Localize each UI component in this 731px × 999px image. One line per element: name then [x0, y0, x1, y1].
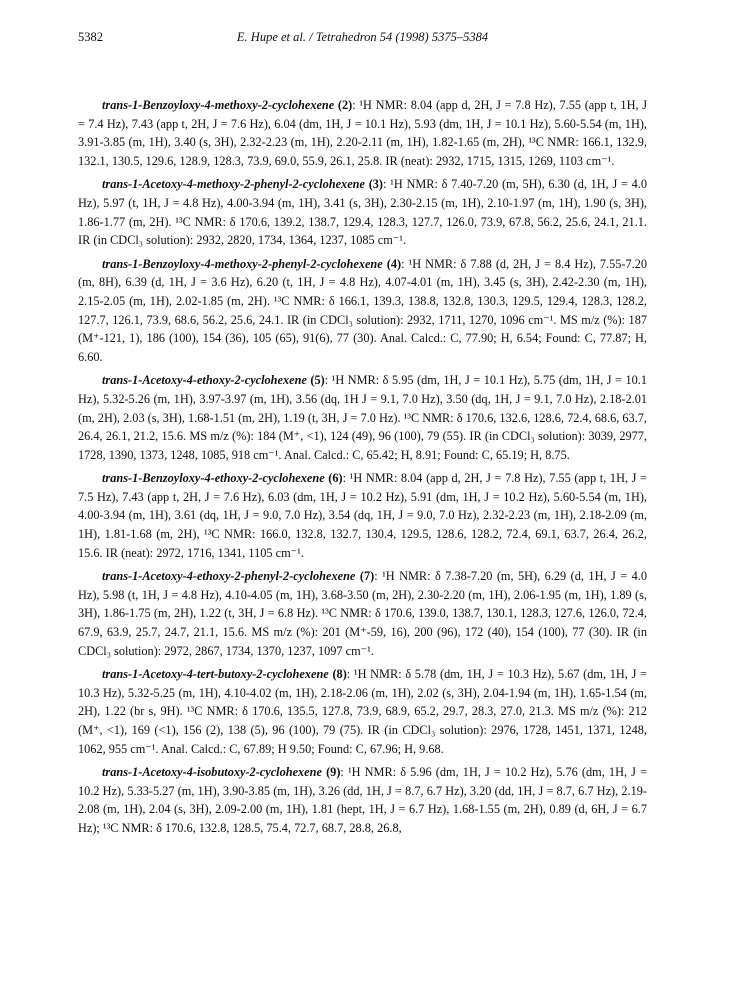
compound-number: (5) [310, 373, 325, 388]
spectral-data: : ¹H NMR: 8.04 (app d, 2H, J = 7.8 Hz), 7.55 (app t, 1H, J = 7.4 Hz), 7.43 (app t, 2H, J = 7.6 Hz), 6.04 (dm, 1H, J = 10.1 Hz), 5.93 (dm, 1H, J = 10.1 Hz), 5.60-5.54 (m, 1H), 3.91-3.85 (m, 1H), 3.40 (s, 3H), 2.32-2.23 (m, 1H), 2.20-2.11 (m, 1H), 1.82-1.65 (m, 2H), ¹³C NMR: 166.1, 132.9, 132.1, 130.5, 129.6, 128.9, 128.3, 73.9, 69.0, 55.9, 26.1, 25.8. IR (neat): 2932, 1715, 1315, 1269, 1103 cm⁻¹. [78, 98, 647, 168]
compound-entry [78, 175, 647, 249]
compound-number: (7) [359, 569, 375, 584]
compound-name: trans-1-Acetoxy-4-tert-butoxy-2-cyclohexene [102, 667, 329, 682]
experimental-text [78, 96, 647, 843]
compound-entry [78, 255, 647, 367]
page-number: 5382 [78, 30, 103, 44]
compound-name: trans-1-Benzoyloxy-4-methoxy-2-cyclohexene [102, 98, 335, 112]
compound-name: trans-1-Acetoxy-4-ethoxy-2-cyclohexene [102, 373, 307, 388]
spectral-data: : ¹H NMR: δ 7.40-7.20 (m, 5H), 6.30 (d, 1H, J = 4.0 Hz), 5.97 (t, 1H, J = 4.8 Hz), 4.00-3.94 (m, 1H), 3.41 (s, 3H), 2.30-2.15 (m, 1H), 2.10-1.97 (m, 1H), 1.90 (s, 3H), 1.86-1.77 (m, 2H). ¹³C NMR: δ 170.6, 139.2, 138.7, 129.4, 128.3, 127.7, 126.0, 73.9, 67.8, 56.2, 25.6, 24.1, 21.1. IR (in CDCl₃ solution): 2932, 2820, 1734, 1364, 1237, 1085 cm⁻¹. [78, 177, 648, 248]
compound-number: (3) [368, 177, 384, 192]
compound-name: trans-1-Acetoxy-4-isobutoxy-2-cyclohexene [102, 765, 322, 780]
compound-number: (2) [337, 98, 353, 112]
spectral-data: : ¹H NMR: δ 5.95 (dm, 1H, J = 10.1 Hz), 5.75 (dm, 1H, J = 10.1 Hz), 5.32-5.26 (m, 1H), 3.97-3.97 (m, 1H), 3.56 (dq, 1H J = 9.1, 7.0 Hz), 3.50 (dq, 1H, J = 9.1, 7.0 Hz), 2.18-2.01 (m, 2H), 2.03 (s, 3H), 1.68-1.51 (m, 2H), 1.19 (t, 3H, J = 7.0 Hz). ¹³C NMR: δ 170.6, 132.6, 128.6, 72.4, 68.6, 63.7, 26.4, 26.1, 21.2, 15.6. MS m/z (%): 184 (M⁺, <1), 124 (49), 96 (100), 79 (55). IR (in CDCl₃ solution): 3039, 2977, 1728, 1390, 1373, 1248, 1085, 918 cm⁻¹. Anal. Calcd.: C, 65.42; H, 8.91; Found: C, 65.19; H, 8.75. [78, 373, 647, 462]
running-head: E. Hupe et al. / Tetrahedron 54 (1998) 5375–5384 [236, 30, 489, 44]
spectral-data: : ¹H NMR: δ 7.88 (d, 2H, J = 8.4 Hz), 7.55-7.20 (m, 8H), 6.39 (d, 1H, J = 3.6 Hz), 6.20 (t, 1H, J = 4.8 Hz), 4.07-4.01 (m, 1H), 3.45 (s, 3H), 2.42-2.30 (m, 1H), 2.15-2.05 (m, 1H), 2.02-1.85 (m, 2H). ¹³C NMR: δ 166.1, 139.3, 138.8, 132.8, 130.3, 129.5, 129.4, 128.3, 128.2, 127.7, 126.1, 73.9, 68.6, 56.2, 25.6, 24.1. IR (in CDCl₃ solution): 2932, 1711, 1270, 1096 cm⁻¹. MS m/z (%): 187 (M⁺-121, 1), 186 (100), 154 (36), 105 (65), 91(6), 77 (30). Anal. Calcd.: C, 77.90; H, 6.54; Found: C, 77.87; H, 6.60. [78, 256, 648, 364]
compound-name: trans-1-Acetoxy-4-ethoxy-2-phenyl-2-cyclohexene [102, 569, 356, 584]
compound-entry [78, 469, 647, 562]
compound-number: (9) [326, 765, 341, 780]
spectral-data: : ¹H NMR: δ 7.38-7.20 (m, 5H), 6.29 (d, 1H, J = 4.0 Hz), 5.98 (t, 1H, J = 4.8 Hz), 4.10-4.05 (m, 1H), 3.68-3.50 (m, 2H), 2.30-2.20 (m, 1H), 2.06-1.95 (m, 1H), 1.89 (s, 3H), 1.86-1.75 (m, 2H), 1.22 (t, 3H, J = 6.8 Hz). ¹³C NMR: δ 170.6, 139.0, 138.7, 130.1, 128.3, 127.6, 126.0, 72.4, 67.9, 63.9, 25.7, 24.7, 21.1, 15.6. MS m/z (%): 201 (M⁺-59, 16), 200 (96), 172 (40), 154 (100), 77 (30). IR (in CDCl₃ solution): 2972, 2867, 1734, 1370, 1237, 1097 cm⁻¹. [78, 569, 648, 658]
compound-name: trans-1-Benzoyloxy-4-ethoxy-2-cyclohexene [102, 471, 325, 486]
spectral-data: : ¹H NMR: 8.04 (app d, 2H, J = 7.8 Hz), 7.55 (app t, 1H, J = 7.5 Hz), 7.43 (app t, 2H, J = 7.6 Hz), 6.03 (dm, 1H, J = 10.2 Hz), 5.91 (dm, 1H, J = 10.2 Hz), 5.60-5.54 (m, 1H), 4.00-3.94 (m, 1H), 3.61 (dq, 1H, J = 9.0, 7.0 Hz), 3.54 (dq, 1H, J = 9.0, 7.0 Hz), 2.32-2.23 (m, 1H), 2.18-2.09 (m, 1H), 1.81-1.68 (m, 2H), ¹³C NMR: 166.0, 132.8, 132.7, 130.4, 129.5, 128.6, 128.2, 72.4, 69.1, 63.7, 26.4, 26.2, 15.6. IR (neat): 2972, 1716, 1341, 1105 cm⁻¹. [78, 471, 647, 560]
compound-entry [78, 96, 647, 170]
compound-name: trans-1-Benzoyloxy-4-methoxy-2-phenyl-2-cyclohexene [102, 256, 383, 271]
spectral-data: : ¹H NMR: δ 5.96 (dm, 1H, J = 10.2 Hz), 5.76 (dm, 1H, J = 10.2 Hz), 5.33-5.27 (m, 1H), 3.90-3.85 (m, 1H), 3.26 (dd, 1H, J = 8.7, 6.7 Hz), 3.20 (dd, 1H, J = 8.7, 6.7 Hz), 2.19-2.08 (m, 1H), 2.04 (s, 3H), 2.09-2.00 (m, 1H), 1.81 (hept, 1H, J = 6.7 Hz), 1.68-1.55 (m, 2H), 0.89 (d, 6H, J = 6.7 Hz); ¹³C NMR: δ 170.6, 132.8, 128.5, 75.4, 72.7, 68.7, 28.8, 26.8, [78, 765, 648, 835]
compound-entry [78, 567, 647, 660]
compound-number: (4) [386, 256, 402, 271]
compound-number: (8) [332, 667, 347, 682]
compound-name: trans-1-Acetoxy-4-methoxy-2-phenyl-2-cyclohexene [102, 177, 365, 192]
compound-entry [78, 665, 647, 758]
page-header [78, 30, 647, 50]
compound-entry [78, 371, 647, 464]
spectral-data: : ¹H NMR: δ 5.78 (dm, 1H, J = 10.3 Hz), 5.67 (dm, 1H, J = 10.3 Hz), 5.32-5.25 (m, 1H), 4.10-4.02 (m, 1H), 2.18-2.06 (m, 1H), 2.02 (s, 3H), 2.04-1.94 (m, 1H), 1.65-1.54 (m, 2H), 1.22 (br s, 9H). ¹³C NMR: δ 170.6, 135.5, 127.8, 73.9, 68.9, 65.2, 29.7, 28.3, 27.0, 21.3. MS m/z (%): 212 (M⁺, <1), 169 (<1), 156 (2), 138 (5), 96 (100), 79 (75). IR (in CDCl₃ solution): 2976, 1728, 1451, 1371, 1248, 1062, 955 cm⁻¹. Anal. Calcd.: C, 67.89; H 9.50; Found: C, 67.96; H, 9.68. [78, 667, 647, 756]
compound-entry [78, 763, 647, 837]
compound-number: (6) [328, 471, 343, 486]
